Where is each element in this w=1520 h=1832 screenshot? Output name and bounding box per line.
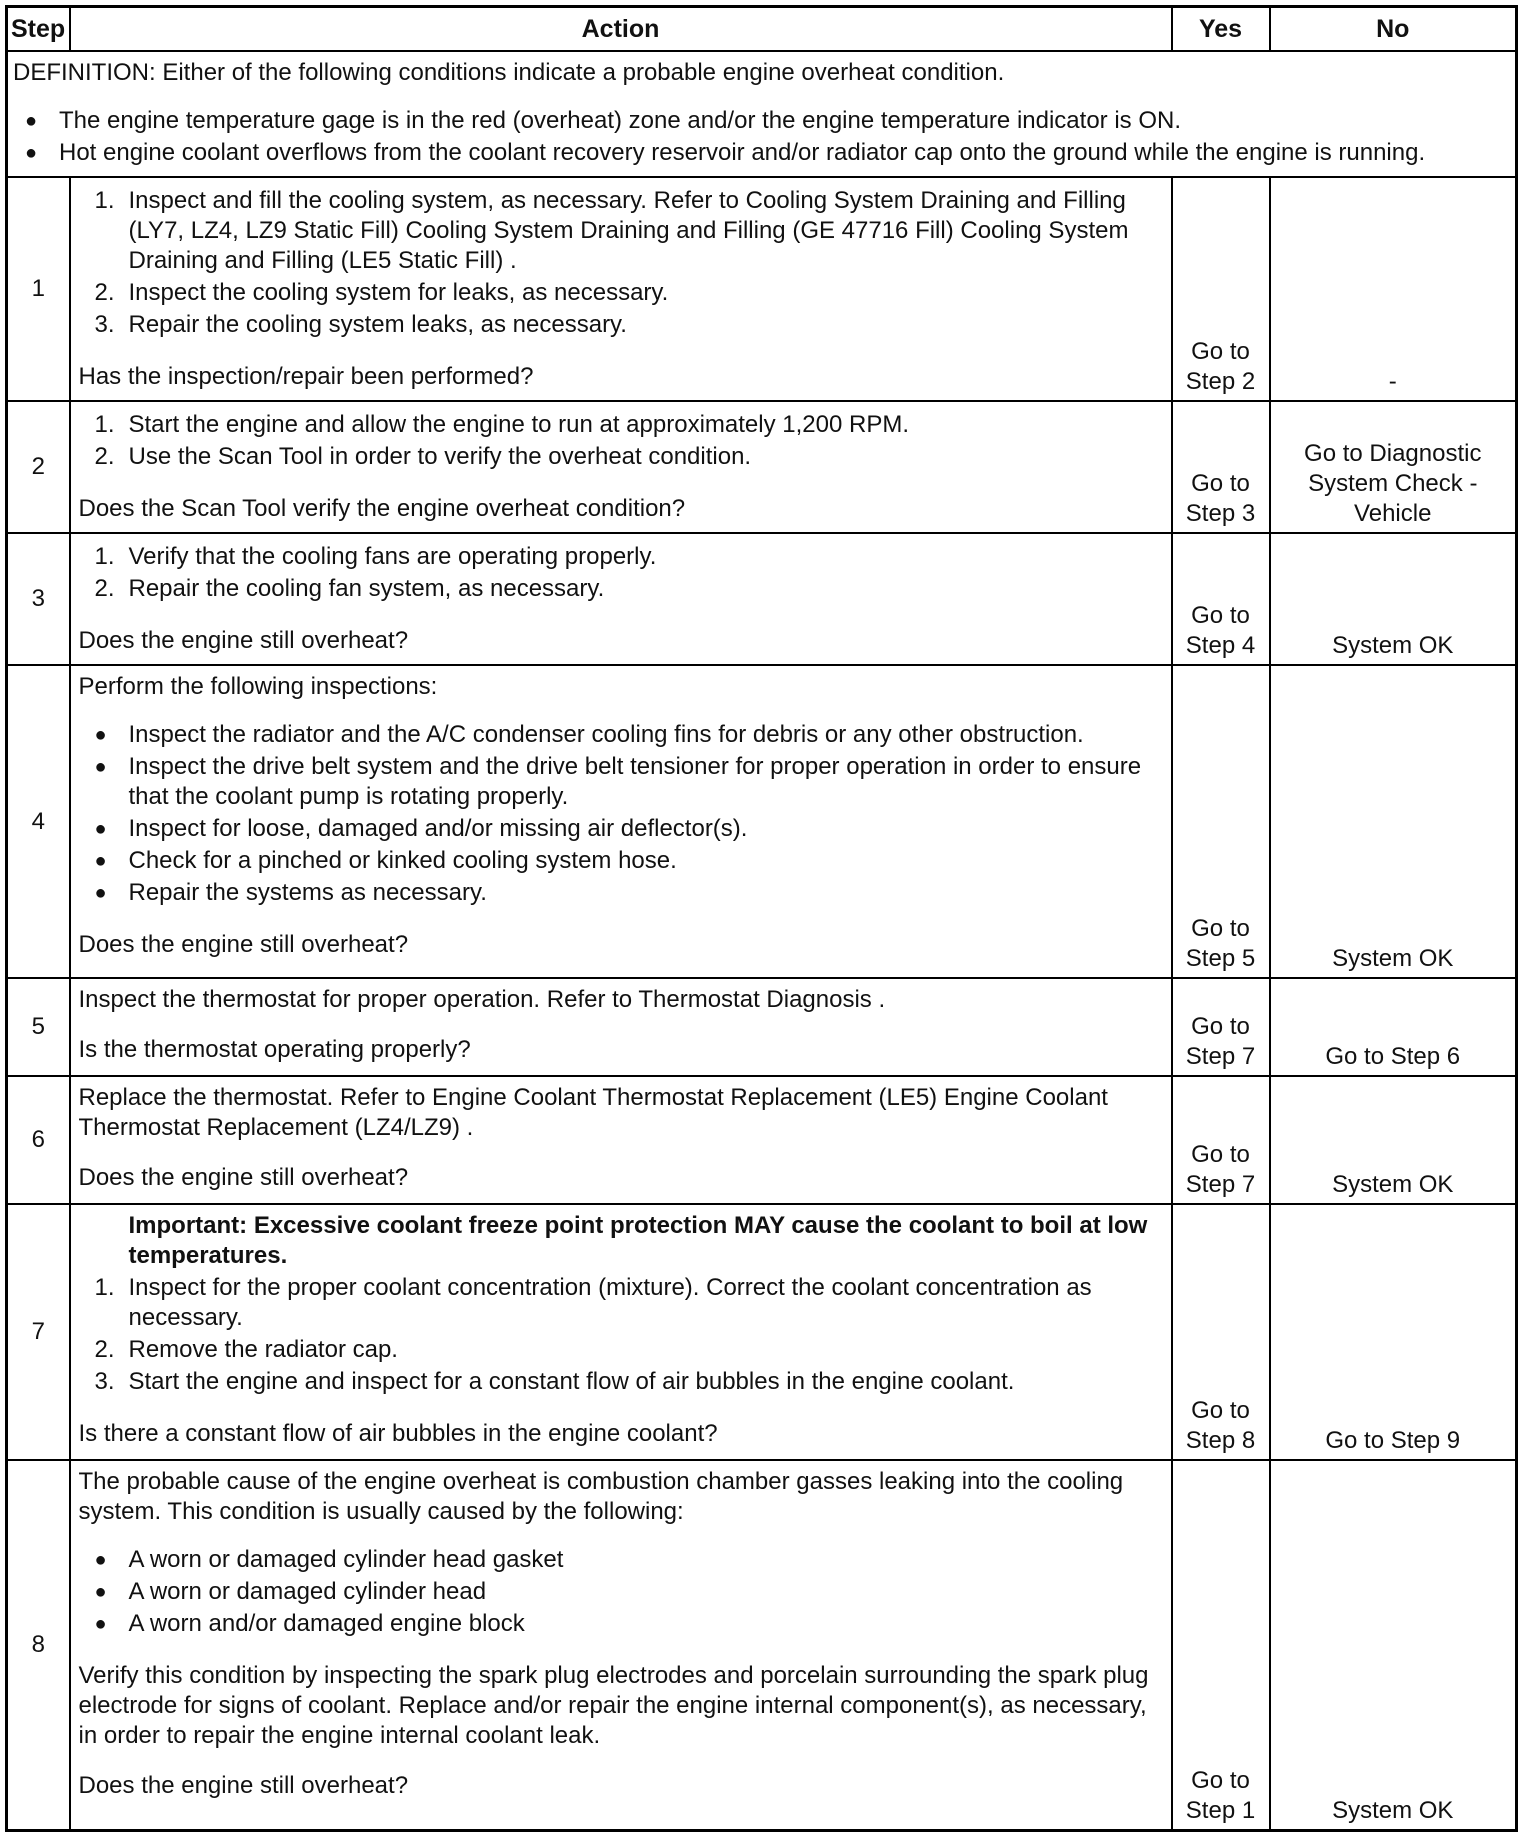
yes-cell[interactable] — [1172, 1076, 1270, 1204]
action-bullet: ● Check for a pinched or kinked cooling system hose. — [95, 846, 1163, 876]
header-row — [7, 7, 1517, 52]
yes-cell[interactable] — [1172, 978, 1270, 1076]
no-link-line: Vehicle — [1354, 500, 1432, 527]
yes-link-line: Step 3 — [1185, 500, 1256, 527]
step-row-2 — [7, 401, 1517, 533]
action-cell — [70, 533, 1172, 665]
no-cell: System OK — [1270, 533, 1517, 665]
step-number: 7 — [7, 1204, 70, 1460]
action-cell — [70, 177, 1172, 401]
action-intro: The probable cause of the engine overheat is combustion chamber gasses leaking into the cooling system. This condition is usually caused by the following: — [78, 1468, 1124, 1525]
yes-link-line: Step 8 — [1185, 1427, 1256, 1454]
action-bullet: ● Inspect the radiator and the A/C condenser cooling fins for debris or any other obstruction. — [95, 720, 1163, 750]
yes-link-line: Go to — [1191, 1141, 1250, 1168]
definition-bullet: ● Hot engine coolant overflows from the coolant recovery reservoir and/or radiator cap onto the ground while the engine is running. — [25, 138, 1509, 168]
action-bullet: ● Inspect the drive belt system and the drive belt tensioner for proper operation in order to ensure that the coolant pump is rotating properly. — [95, 752, 1163, 812]
action-cell — [70, 401, 1172, 533]
action-item: Inspect for the proper coolant concentration (mixture). Correct the coolant concentration as necessary. — [128, 1274, 1092, 1331]
yes-link-line: Go to — [1191, 915, 1250, 942]
no-cell: System OK — [1270, 665, 1517, 978]
action-item: Start the engine and allow the engine to run at approximately 1,200 RPM. — [128, 411, 909, 438]
yes-cell[interactable] — [1172, 665, 1270, 978]
important-note: Important: Excessive coolant freeze point protection MAY cause the coolant to boil at low temperatures. — [128, 1212, 1148, 1269]
action-item: Remove the radiator cap. — [128, 1336, 398, 1363]
yes-link-line: Go to — [1191, 1013, 1250, 1040]
yes-cell[interactable] — [1172, 533, 1270, 665]
action-cell — [70, 978, 1172, 1076]
yes-link-line: Go to — [1191, 602, 1250, 629]
yes-link-line: Go to — [1191, 338, 1250, 365]
header-action: Action — [70, 7, 1172, 52]
no-cell[interactable]: Go to Step 6 — [1270, 978, 1517, 1076]
action-list — [79, 1273, 1163, 1397]
step-number: 5 — [7, 978, 70, 1076]
no-link-line: System Check - — [1308, 470, 1478, 497]
action-list — [79, 186, 1163, 340]
yes-link-line: Step 7 — [1185, 1171, 1256, 1198]
action-item: Use the Scan Tool in order to verify the overheat condition. — [128, 443, 752, 470]
no-cell: - — [1270, 177, 1517, 401]
yes-link-line: Step 5 — [1185, 945, 1256, 972]
yes-cell[interactable] — [1172, 401, 1270, 533]
action-question: Is there a constant flow of air bubbles in the engine coolant? — [78, 1420, 718, 1447]
step-number: 3 — [7, 533, 70, 665]
no-cell: System OK — [1270, 1076, 1517, 1204]
header-no: No — [1270, 7, 1517, 52]
action-outro: Verify this condition by inspecting the spark plug electrodes and porcelain surrounding the spark plug electrode for signs of coolant. Replace and/or repair the engine internal component(s), as necessary, in order to repair the engine internal coolant leak. — [78, 1662, 1149, 1749]
definition-intro: DEFINITION: Either of the following conditions indicate a probable engine overheat condition. — [13, 59, 1005, 86]
action-cell — [70, 1076, 1172, 1204]
action-question: Is the thermostat operating properly? — [78, 1036, 471, 1063]
step-row-6 — [7, 1076, 1517, 1204]
step-number: 2 — [7, 401, 70, 533]
action-question: Does the engine still overheat? — [78, 1772, 409, 1799]
action-question: Does the engine still overheat? — [78, 627, 409, 654]
definition-cell — [7, 51, 1517, 177]
action-list — [79, 410, 1163, 472]
action-bullet: ● Inspect for loose, damaged and/or missing air deflector(s). — [95, 814, 1163, 844]
action-intro: Inspect the thermostat for proper operation. Refer to Thermostat Diagnosis . — [78, 986, 886, 1013]
no-cell: System OK — [1270, 1460, 1517, 1830]
action-bullet: ● A worn or damaged cylinder head — [95, 1577, 1163, 1607]
action-bullets — [79, 720, 1163, 908]
action-cell — [70, 1460, 1172, 1830]
action-intro: Perform the following inspections: — [78, 673, 438, 700]
yes-link-line: Go to — [1191, 1766, 1250, 1794]
action-bullet: ● Repair the systems as necessary. — [95, 878, 1163, 908]
action-item: Repair the cooling system leaks, as necessary. — [128, 311, 627, 338]
action-bullet: ● A worn and/or damaged engine block — [95, 1609, 1163, 1639]
definition-bullet: ● The engine temperature gage is in the red (overheat) zone and/or the engine temperature indicator is ON. — [25, 106, 1509, 136]
yes-link-line: Step 7 — [1185, 1043, 1256, 1070]
step-row-5 — [7, 978, 1517, 1076]
step-row-8 — [7, 1460, 1517, 1830]
header-yes: Yes — [1172, 7, 1270, 52]
action-item: Start the engine and inspect for a constant flow of air bubbles in the engine coolant. — [128, 1368, 1015, 1395]
yes-link-line: Go to — [1191, 470, 1250, 497]
step-row-4 — [7, 665, 1517, 978]
action-bullet: ● A worn or damaged cylinder head gasket — [95, 1545, 1163, 1575]
no-cell[interactable] — [1270, 401, 1517, 533]
step-number: 1 — [7, 177, 70, 401]
step-row-3 — [7, 533, 1517, 665]
no-link-line: Go to Diagnostic — [1304, 440, 1482, 467]
action-question: Does the Scan Tool verify the engine overheat condition? — [78, 495, 686, 522]
no-cell[interactable]: Go to Step 9 — [1270, 1204, 1517, 1460]
action-list — [79, 542, 1163, 604]
yes-link-line: Step 4 — [1185, 632, 1256, 659]
action-item: Verify that the cooling fans are operating properly. — [128, 543, 657, 570]
yes-link-line: Step 2 — [1185, 368, 1256, 395]
action-item: Inspect the cooling system for leaks, as necessary. — [128, 279, 669, 306]
yes-cell[interactable] — [1172, 177, 1270, 401]
action-item: Repair the cooling fan system, as necessary. — [128, 575, 605, 602]
definition-row — [7, 51, 1517, 177]
step-row-1 — [7, 177, 1517, 401]
step-number: 4 — [7, 665, 70, 978]
action-cell — [70, 665, 1172, 978]
action-question: Has the inspection/repair been performed? — [78, 363, 534, 390]
action-bullets — [79, 1545, 1163, 1639]
action-question: Does the engine still overheat? — [78, 931, 409, 958]
diagnostic-table — [5, 5, 1518, 1832]
yes-cell[interactable] — [1172, 1460, 1270, 1830]
action-cell — [70, 1204, 1172, 1460]
action-item: Inspect and fill the cooling system, as necessary. Refer to Cooling System Draining and Filling (LY7, LZ4, LZ9 Static Fill) Cooling System Draining and Filling (GE 47716 Fill) Cooling System Draining and Filling (LE5 Static Fill) . — [128, 187, 1129, 274]
step-number: 8 — [7, 1460, 70, 1830]
yes-link-line: Step 1 — [1185, 1796, 1256, 1824]
header-step: Step — [7, 7, 70, 52]
step-row-7 — [7, 1204, 1517, 1460]
definition-bullets — [13, 106, 1509, 168]
yes-link-line: Go to — [1191, 1397, 1250, 1424]
step-number: 6 — [7, 1076, 70, 1204]
yes-cell[interactable] — [1172, 1204, 1270, 1460]
action-question: Does the engine still overheat? — [78, 1164, 409, 1191]
action-intro: Replace the thermostat. Refer to Engine Coolant Thermostat Replacement (LE5) Engine Coolant Thermostat Replacement (LZ4/LZ9) . — [78, 1084, 1108, 1141]
